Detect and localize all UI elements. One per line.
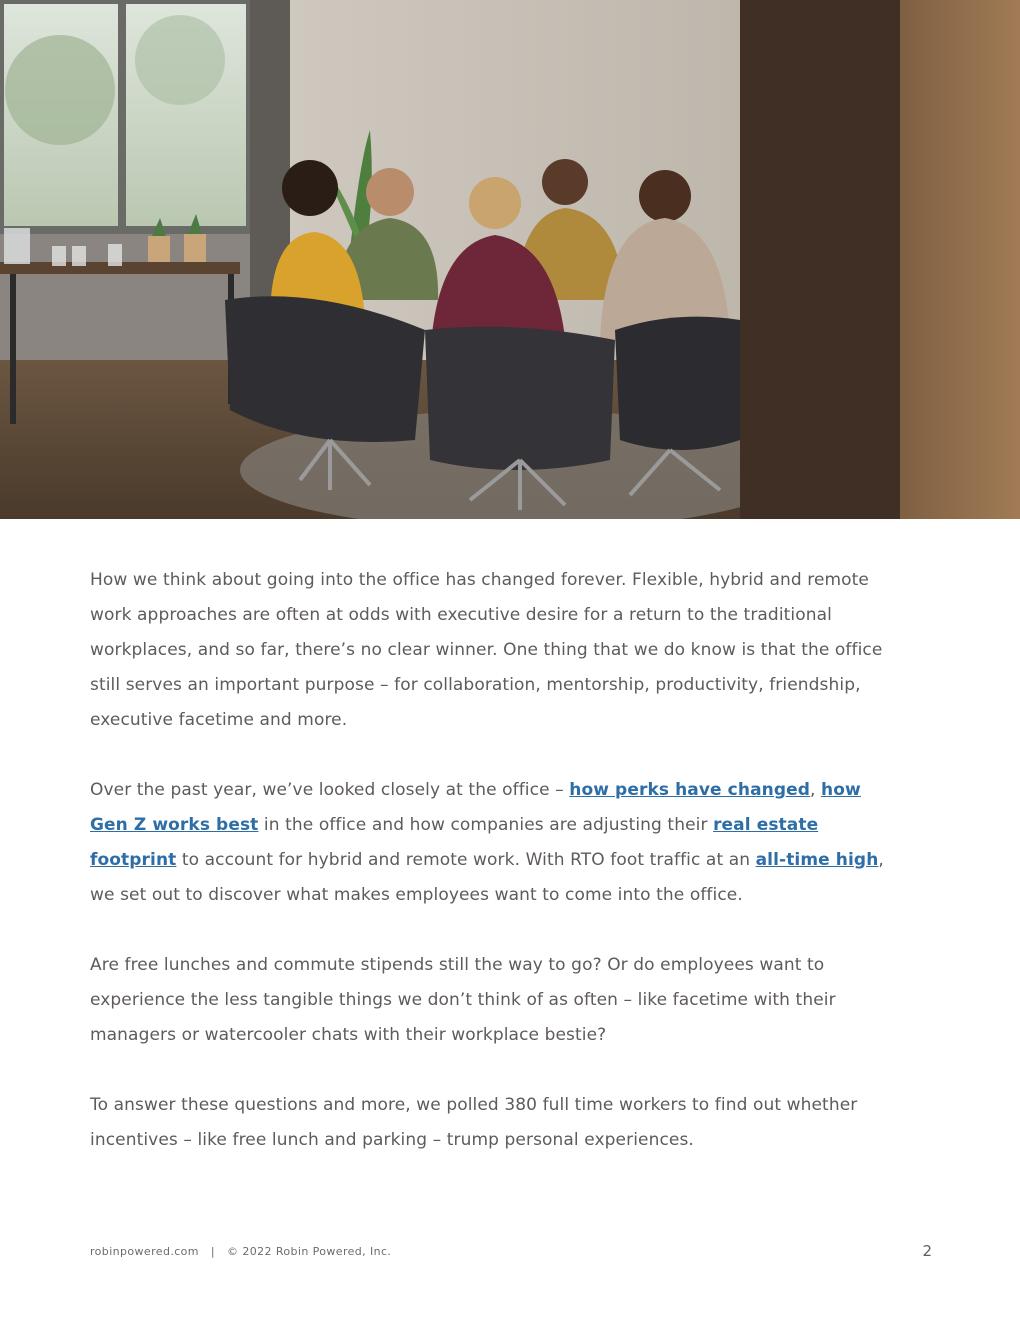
paragraph-text: How we think about going into the office has changed forever. Flexible, hybrid and remote work approaches are often at odds with executive desire for a return to the traditional workplaces, and so far, there’s no clear winner. One thing that we do know is that the office still serves an important purpose – for collaboration, mentorship, productivity, friendship, executive facetime and more. xyxy=(90,570,883,730)
page-footer xyxy=(90,1243,932,1263)
link-how-perks-have-changed[interactable]: how perks have changed xyxy=(569,780,811,800)
paragraph-text: to account for hybrid and remote work. With RTO foot traffic at an xyxy=(176,850,756,870)
footer-copyright: © 2022 Robin Powered, Inc. xyxy=(227,1245,392,1258)
paragraph-text: Are free lunches and commute stipends still the way to go? Or do employees want to experience the less tangible things we don’t think of as often – like facetime with their managers or watercooler chats with their workplace bestie? xyxy=(90,955,836,1045)
paragraph-4 xyxy=(90,1088,890,1158)
footer-separator: | xyxy=(210,1245,216,1258)
meeting-photo-illustration xyxy=(0,0,1020,519)
page-number: 2 xyxy=(922,1242,932,1260)
footer-website: robinpowered.com xyxy=(90,1245,199,1258)
link-real-estate-footprint[interactable]: real estate footprint xyxy=(90,815,819,870)
paragraph-2 xyxy=(90,773,890,913)
hero-photo xyxy=(0,0,1020,519)
intro-text xyxy=(90,563,890,1193)
paragraph-text: , xyxy=(810,780,822,800)
paragraph-text: To answer these questions and more, we polled 380 full time workers to find out whether incentives – like free lunch and parking – trump personal experiences. xyxy=(90,1095,858,1150)
footer-left xyxy=(90,1245,391,1258)
link-all-time-high[interactable]: all-time high xyxy=(755,850,879,870)
paragraph-text: Over the past year, we’ve looked closely at the office – xyxy=(90,780,570,800)
paragraph-text: , we set out to discover what makes employees want to come into the office. xyxy=(90,850,884,905)
paragraph-text: in the office and how companies are adjusting their xyxy=(258,815,714,835)
paragraph-3 xyxy=(90,948,890,1053)
paragraph-1 xyxy=(90,563,890,738)
link-how-gen-z-works-best[interactable]: how Gen Z works best xyxy=(90,780,861,835)
